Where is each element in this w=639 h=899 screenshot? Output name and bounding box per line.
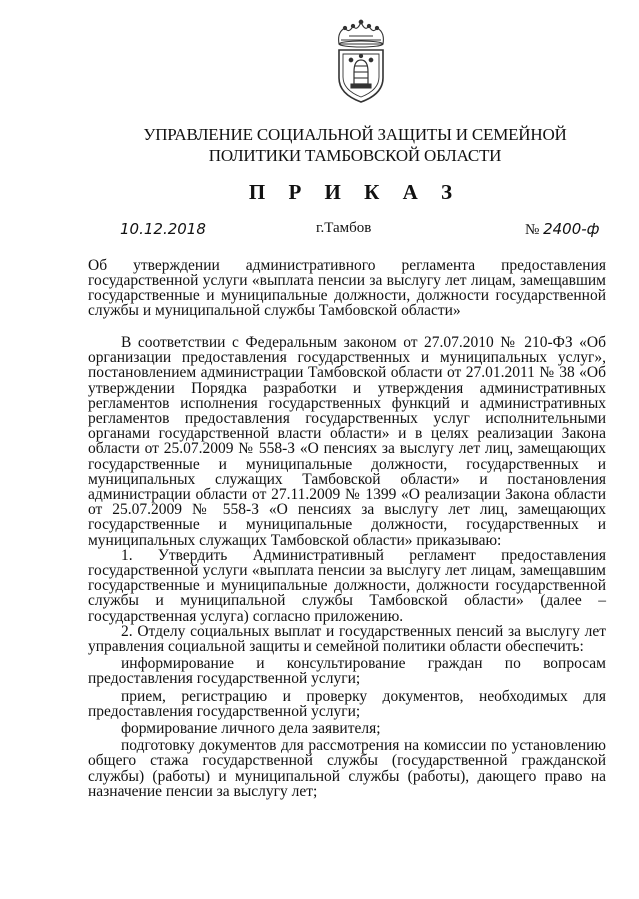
order-date: 10.12.2018: [120, 220, 206, 238]
preamble-paragraph: В соответствии с Федеральным законом от 27.07.2010 № 210-ФЗ «Об организации предоставления государственных и муниципальных услуг», постановлением администрации Тамбовской области от 27.01.2011 № 38 «Об утверждении Порядка разработки и утверждения административных регламентов исполнения государственных функций и административных регламентов предоставления государственных услуг исполнительными органами государственной власти области» и в целях реализации Закона области от 25.07.2009 № 558-З «О пенсиях за выслугу лет лиц, замещающих государственные и муниципальные должности, государственных и муниципальных служащих Тамбовской области» и постановления администрации области от 27.11.2009 № 1399 «О реализации Закона области от 25.07.2009 № 558-З «О пенсиях за выслугу лет лиц, замещающих государственные и муниципальные должности, государственных и муниципальных служащих Тамбовской области» приказываю:: [88, 334, 606, 549]
duty-commission-documents: подготовку документов для рассмотрения на комиссии по установлению общего стажа государственной службы (государственной гражданской службы) (работы) и муниципальной службы (работы), дающего право на назначение пенсии за выслугу лет;: [88, 737, 606, 800]
order-body: [88, 335, 606, 799]
coat-of-arms-icon: [331, 18, 391, 104]
org-line-1: УПРАВЛЕНИЕ СОЦИАЛЬНОЙ ЗАЩИТЫ И СЕМЕЙНОЙ: [143, 125, 567, 144]
organization-name: [90, 124, 620, 166]
order-subject: Об утверждении административного регламента предоставления государственной услуги «выплата пенсии за выслугу лет лицам, замещавшим государственные и муниципальные должности, должности государственной службы и муниципальной службы Тамбовской области»: [88, 257, 606, 319]
order-number-prefix: №: [525, 222, 540, 238]
document-type-title: П Р И К А З: [248, 180, 462, 204]
order-city: г.Тамбов: [316, 220, 372, 236]
org-line-2: ПОЛИТИКИ ТАМБОВСКОЙ ОБЛАСТИ: [208, 146, 502, 165]
order-number-value: 2400-ф: [543, 220, 600, 238]
item-1-paragraph: 1. Утвердить Административный регламент предоставления государственной услуги «выплата пенсии за выслугу лет лицам, замещавшим государственные и муниципальные должности, должности государственной службы и муниципальной службы Тамбовской области» (далее – государственная услуга) согласно приложению.: [88, 546, 606, 625]
item-2-paragraph: 2. Отделу социальных выплат и государственных пенсий за выслугу лет управления социальной защиты и семейной политики области обеспечить:: [88, 622, 606, 656]
order-number: [525, 220, 599, 239]
duty-reception: прием, регистрацию и проверку документов, необходимых для предоставления государственной услуги;: [88, 687, 606, 720]
duty-personal-file: формирование личного дела заявителя;: [121, 720, 381, 738]
duty-informing: информирование и консультирование граждан по вопросам предоставления государственной услуги;: [88, 655, 606, 688]
